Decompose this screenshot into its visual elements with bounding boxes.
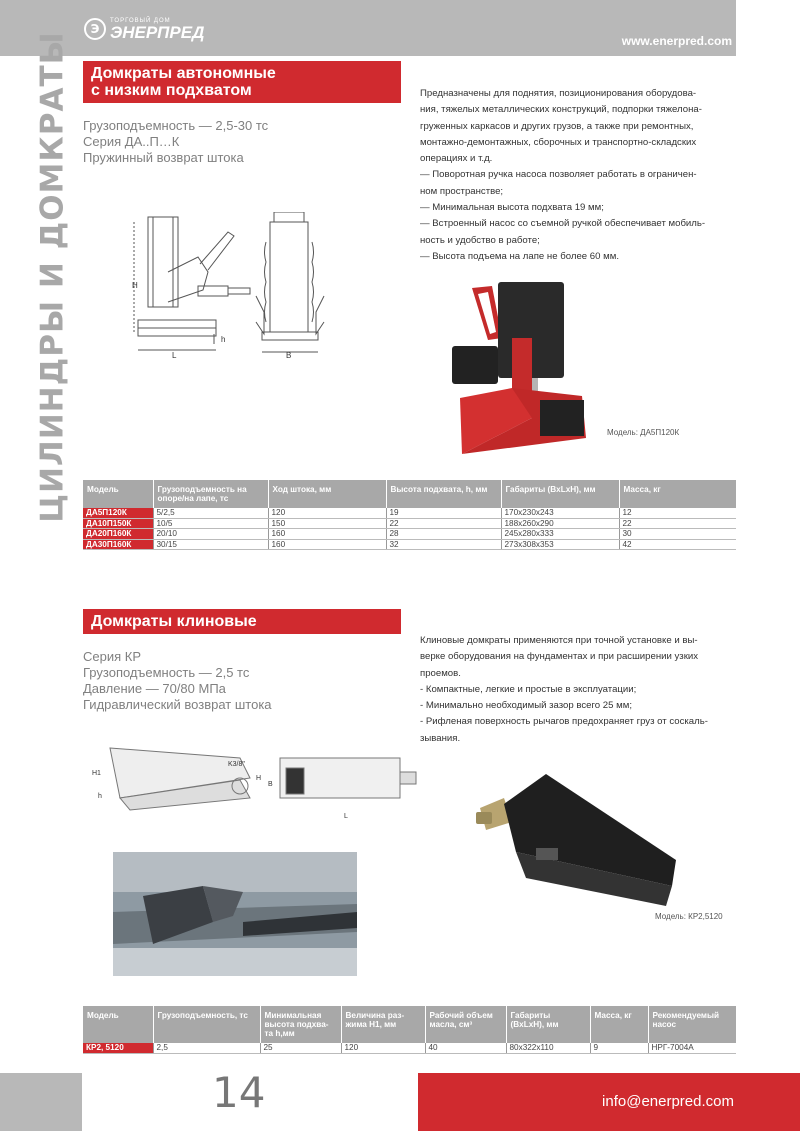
header-corner xyxy=(736,0,800,56)
site-link[interactable]: www.enerpred.com xyxy=(621,34,732,48)
dim-label-h: H xyxy=(132,281,138,290)
section1-photo-caption: Модель: ДА5П120К xyxy=(607,428,680,437)
section2-spec-capacity: Грузоподъемность — 2,5 тс xyxy=(83,665,250,680)
dim-label-h-side: H xyxy=(256,775,262,782)
table-row xyxy=(83,518,736,529)
table-header-cell: Рабочий объем масла, см³ xyxy=(425,1006,506,1043)
logo-title: ЭНЕРПРЕД xyxy=(110,22,205,42)
wedge-technical-drawing xyxy=(90,738,430,822)
table-cell-model: ДА20П160К xyxy=(83,529,153,540)
table-cell: 120 xyxy=(268,508,386,518)
section1-spec-series: Серия ДА..П…К xyxy=(83,134,180,149)
desc1-line: операциях и т.д. xyxy=(420,153,493,165)
table-cell: 30/15 xyxy=(153,539,268,550)
table-cell: 10/5 xyxy=(153,518,268,529)
table-cell: 40 xyxy=(425,1043,506,1053)
dim-label-l: L xyxy=(172,351,177,360)
table-cell: 30 xyxy=(619,529,736,540)
table-cell: 120 xyxy=(341,1043,425,1053)
section2-spec-table xyxy=(83,1006,736,1054)
email-link[interactable]: info@enerpred.com xyxy=(602,1093,734,1110)
section1-title-line1: Домкраты автономные xyxy=(91,65,276,82)
table-cell: 22 xyxy=(619,518,736,529)
table-header-cell: Модель xyxy=(83,480,153,508)
table-cell-model: ДА30П160К xyxy=(83,539,153,550)
desc1-line: груженных каркасов и других грузов, а также при ремонтных, xyxy=(420,120,694,132)
section2-title: Домкраты клиновые xyxy=(83,609,401,634)
section1-spec-capacity: Грузоподъемность — 2,5-30 тс xyxy=(83,118,269,133)
dim-label-b: B xyxy=(268,781,273,788)
jack-photo xyxy=(452,278,592,454)
desc2-line: верке оборудования на фундаментах и при расширении узких xyxy=(420,651,699,663)
table-cell: 160 xyxy=(268,539,386,550)
desc1-line: Предназначены для поднятия, позиционирования оборудова- xyxy=(420,88,697,99)
header-strip xyxy=(0,48,736,56)
table-cell: 170x230x243 xyxy=(501,508,619,518)
desc2-line: - Минимально необходимый зазор всего 25 мм; xyxy=(420,700,632,712)
dim-label-h1: H1 xyxy=(92,770,101,777)
section2-photo-caption: Модель: КР2,5120 xyxy=(655,912,723,921)
desc1-line: — Минимальная высота подхвата 19 мм; xyxy=(420,202,604,214)
desc1-line: ность и удобство в работе; xyxy=(420,234,540,246)
table-header-row xyxy=(83,480,736,508)
table-cell: 9 xyxy=(590,1043,648,1053)
desc1-line: — Встроенный насос со съемной ручкой обеспечивает мобиль- xyxy=(420,218,706,230)
desc1-line: — Высота подъема на лапе не более 60 мм. xyxy=(420,250,619,262)
table-cell: 273x308x353 xyxy=(501,539,619,550)
section2-spec-return: Гидравлический возврат штока xyxy=(83,697,272,712)
desc2-line: - Рифленая поверхность рычагов предохраняет груз от соскаль- xyxy=(420,716,708,728)
table-row xyxy=(83,1043,736,1053)
page-number: 14 xyxy=(212,1068,266,1117)
table-cell: 150 xyxy=(268,518,386,529)
table-cell: 22 xyxy=(386,518,501,529)
table-cell: 245x280x333 xyxy=(501,529,619,540)
section1-title-line2: с низким подхватом xyxy=(91,82,252,99)
table-cell: 188x260x290 xyxy=(501,518,619,529)
section2-specs xyxy=(83,649,272,713)
table-cell: 42 xyxy=(619,539,736,550)
table-cell: 19 xyxy=(386,508,501,518)
table-header-cell: Грузоподъемность на опоре/на лапе, тс xyxy=(153,480,268,508)
dim-label-l: L xyxy=(344,813,348,820)
desc1-line: ния, тяжелых металлических конструкций, подпорки тяжелона- xyxy=(420,104,702,116)
desc1-line: ном пространстве; xyxy=(420,185,504,197)
wedge-application-photo xyxy=(113,852,357,976)
wedge-photo xyxy=(476,774,682,906)
side-title-text: ЦИЛИНДРЫ И ДОМКРАТЫ xyxy=(35,31,72,523)
table-header-cell: Модель xyxy=(83,1006,153,1043)
table-cell: НРГ-7004А xyxy=(648,1043,736,1053)
logo-subtitle: ТОРГОВЫЙ ДОМ xyxy=(110,17,171,24)
table-header-cell: Масса, кг xyxy=(619,480,736,508)
logo xyxy=(84,16,204,42)
desc2-line: проемов. xyxy=(420,667,461,679)
table-header-cell: Габариты (BxLxH), мм xyxy=(506,1006,590,1043)
table-cell: 32 xyxy=(386,539,501,550)
side-title xyxy=(28,31,78,523)
desc2-line: зывания. xyxy=(420,732,461,744)
table-cell: 5/2,5 xyxy=(153,508,268,518)
table-header-cell: Высота подхвата, h, мм xyxy=(386,480,501,508)
section1-description xyxy=(420,86,705,265)
section1-spec-return: Пружинный возврат штока xyxy=(83,150,244,165)
section2-spec-pressure: Давление — 70/80 МПа xyxy=(83,681,226,696)
table-cell-model: ДА10П150К xyxy=(83,518,153,529)
desc1-line: — Поворотная ручка насоса позволяет работать в ограничен- xyxy=(420,169,697,181)
table-header-cell: Грузоподъемность, тс xyxy=(153,1006,260,1043)
table-header-row xyxy=(83,1006,736,1043)
jack-technical-drawing xyxy=(128,212,350,360)
desc2-line: Клиновые домкраты применяются при точной установке и вы- xyxy=(420,635,698,646)
table-cell-model: ДА5П120К xyxy=(83,508,153,518)
table-cell: 12 xyxy=(619,508,736,518)
table-header-cell: Минимальная высота подхва-та h,мм xyxy=(260,1006,341,1043)
desc1-line: монтажно-демонтажных, сборочных и транспортно-складских xyxy=(420,136,697,148)
dim-label-k: K3/8" xyxy=(228,761,245,768)
table-cell: 20/10 xyxy=(153,529,268,540)
table-header-cell: Величина раз-жима H1, мм xyxy=(341,1006,425,1043)
section1-title xyxy=(83,61,401,103)
section2-spec-series: Серия КР xyxy=(83,649,142,664)
table-cell: 80x322x110 xyxy=(506,1043,590,1053)
section2-description xyxy=(420,633,708,747)
table-header-cell: Габариты (BxLxH), мм xyxy=(501,480,619,508)
table-row xyxy=(83,529,736,540)
table-cell: 2,5 xyxy=(153,1043,260,1053)
table-cell: 25 xyxy=(260,1043,341,1053)
desc2-line: - Компактные, легкие и простые в эксплуатации; xyxy=(420,683,637,695)
logo-icon: Э xyxy=(84,18,106,40)
table-header-cell: Рекомендуемый насос xyxy=(648,1006,736,1043)
section1-spec-table xyxy=(83,480,736,550)
table-row xyxy=(83,508,736,518)
section1-specs xyxy=(83,118,268,166)
dim-label-b: B xyxy=(286,351,292,360)
table-header-cell: Масса, кг xyxy=(590,1006,648,1043)
table-header-cell: Ход штока, мм xyxy=(268,480,386,508)
dim-label-h-small: h xyxy=(221,335,226,344)
table-cell: 28 xyxy=(386,529,501,540)
table-cell-model: КР2, 5120 xyxy=(83,1043,153,1053)
table-row xyxy=(83,539,736,550)
dim-label-h: h xyxy=(98,793,102,800)
footer-gray-block xyxy=(0,1073,82,1131)
table-cell: 160 xyxy=(268,529,386,540)
